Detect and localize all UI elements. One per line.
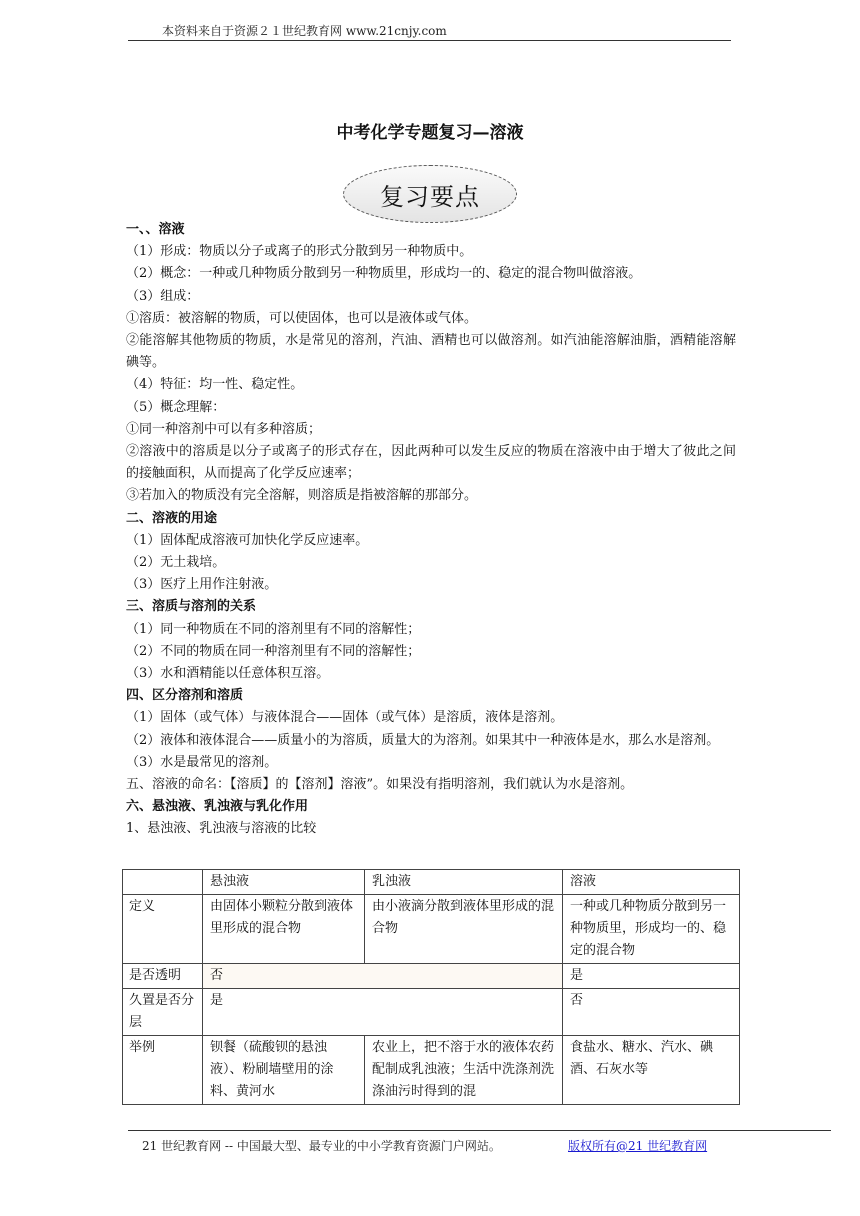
paragraph: （3）组成：: [126, 288, 200, 304]
table-cell: 一种或几种物质分散到另一种物质里，形成均一的、稳定的混合物: [563, 895, 740, 964]
footer-text: 21 世纪教育网 -- 中国最大型、最专业的中小学教育资源门户网站。: [142, 1139, 501, 1153]
comparison-table: [122, 869, 740, 1105]
paragraph: （5）概念理解：: [126, 399, 226, 415]
section-heading: 二、溶液的用途: [126, 510, 218, 526]
paragraph: （1）同一种物质在不同的溶剂里有不同的溶解性；: [126, 621, 421, 637]
footer-divider: [128, 1130, 831, 1131]
document-body: [126, 219, 736, 841]
page-header: [128, 22, 731, 41]
section-heading: 一、、溶液: [126, 222, 185, 237]
page-title: 中考化学专题复习—溶液: [336, 123, 524, 143]
paragraph: 1、悬浊液、乳浊液与溶液的比较: [126, 821, 317, 837]
paragraph: （1）形成：物质以分子或离子的形式分散到另一种物质中。: [126, 244, 473, 260]
paragraph: （4）特征：均一性、稳定性。: [126, 377, 304, 393]
paragraph: ③若加入的物质没有完全溶解，则溶质是指被溶解的那部分。: [126, 488, 478, 504]
paragraph: （3）水和酒精能以任意体积互溶。: [126, 666, 330, 682]
table-cell: 否: [563, 989, 740, 1036]
table-row: [123, 964, 740, 989]
paragraph: （1）固体（或气体）与液体混合——固体（或气体）是溶质，液体是溶剂。: [126, 710, 564, 726]
table-row: [123, 1036, 740, 1105]
paragraph: 五、溶液的命名：【溶质】的【溶剂】溶液”。如果没有指明溶剂，我们就认为水是溶剂。: [126, 777, 634, 793]
paragraph: （2）无土栽培。: [126, 555, 226, 571]
cell-text: 农业上，把不溶于水的液体农药配制成乳浊液；生活中洗涤剂洗涤油污时得到的混: [372, 1040, 555, 1099]
table-header-cell: [123, 870, 203, 895]
copyright-link[interactable]: 版权所有@21 世纪教育网: [568, 1139, 708, 1153]
section-heading: 四、区分溶剂和溶质: [126, 688, 244, 704]
paragraph: （3）水是最常见的溶剂。: [126, 754, 278, 770]
row-label: 是否透明: [123, 964, 203, 989]
table-cell: [563, 1036, 740, 1105]
row-label: 举例: [123, 1036, 203, 1105]
page-footer: [142, 1137, 708, 1154]
table-cell: 是: [563, 964, 740, 989]
section-heading: 三、溶质与溶剂的关系: [126, 599, 257, 615]
paragraph: ①溶质：被溶解的物质，可以使固体，也可以是液体或气体。: [126, 310, 478, 326]
table-row: [123, 895, 740, 964]
table-cell: [365, 1036, 563, 1105]
row-label: 定义: [123, 895, 203, 964]
header-source-text: 本资料来自于资源２１世纪教育网 www.21cnjy.com: [162, 24, 447, 38]
paragraph: ②溶液中的溶质是以分子或离子的形式存在，因此两种可以发生反应的物质在溶液中由于增大了彼此之间的接触面积，从而提高了化学反应速率；: [126, 444, 736, 482]
table-cell: 是: [203, 989, 563, 1036]
paragraph: （2）液体和液体混合——质量小的为溶质，质量大的为溶剂。如果其中一种液体是水，那么水是溶剂。: [126, 732, 720, 748]
cell-text: 食盐水、糖水、汽水、碘酒、石灰水等: [570, 1040, 714, 1077]
table-cell: [203, 1036, 365, 1105]
review-points-badge: 复习要点: [343, 165, 517, 223]
table-header-cell: 悬浊液: [203, 870, 365, 895]
table-cell: 否: [203, 964, 563, 989]
cell-text: 钡餐（硫酸钡的悬浊液）、粉刷墙壁用的涂料、黄河水: [210, 1040, 334, 1099]
paragraph: （1）固体配成溶液可加快化学反应速率。: [126, 532, 369, 548]
paragraph: ①同一种溶剂中可以有多种溶质；: [126, 421, 322, 437]
paragraph: （3）医疗上用作注射液。: [126, 577, 278, 593]
table-header-row: [123, 870, 740, 895]
table-cell: 由固体小颗粒分散到液体里形成的混合物: [203, 895, 365, 964]
paragraph: ②能溶解其他物质的物质，水是常见的溶剂，汽油、酒精也可以做溶剂。如汽油能溶解油脂，酒精能溶解碘等。: [126, 333, 736, 371]
section-heading: 六、悬浊液、乳浊液与乳化作用: [126, 799, 309, 815]
row-label: 久置是否分层: [123, 989, 203, 1036]
table-row: [123, 989, 740, 1036]
paragraph: （2）不同的物质在同一种溶剂里有不同的溶解性；: [126, 643, 421, 659]
paragraph: （2）概念：一种或几种物质分散到另一种物质里，形成均一的、稳定的混合物叫做溶液。: [126, 266, 642, 282]
table-cell: 由小液滴分散到液体里形成的混合物: [365, 895, 563, 964]
table-header-cell: 溶液: [563, 870, 740, 895]
table-header-cell: 乳浊液: [365, 870, 563, 895]
